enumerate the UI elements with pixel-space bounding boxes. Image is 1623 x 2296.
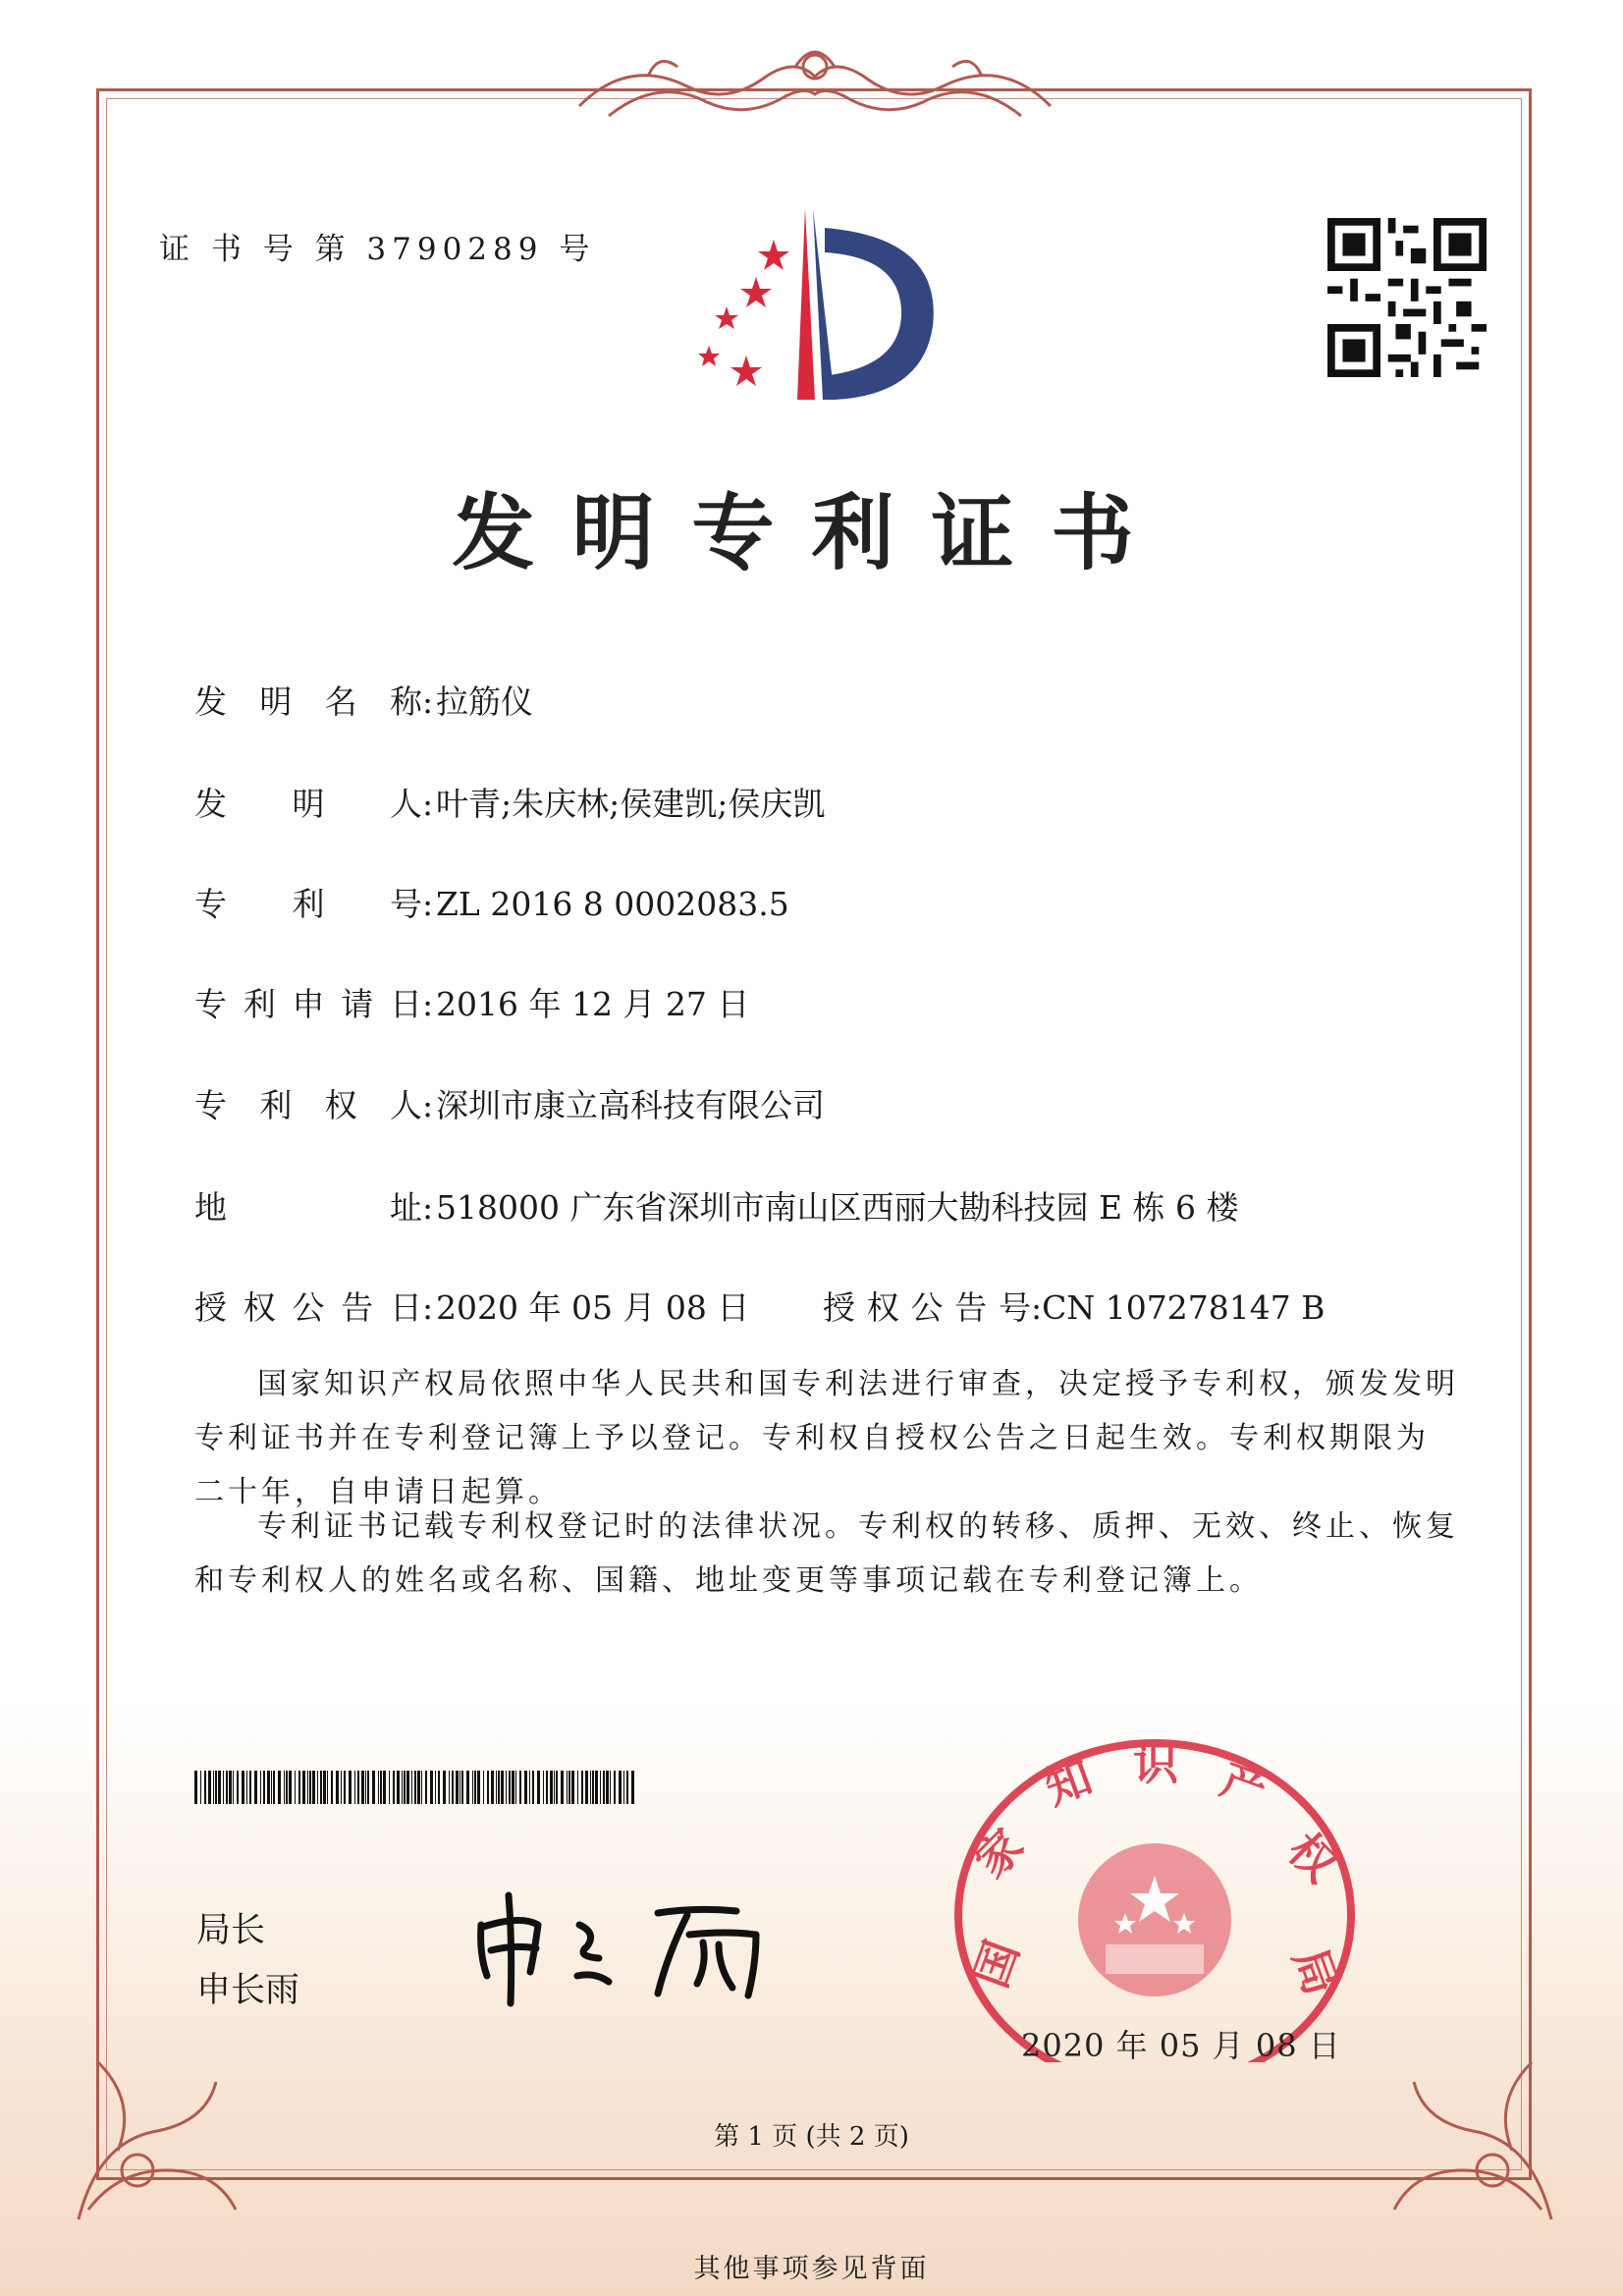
director-title: 局长 [196, 1911, 266, 1950]
svg-text:权: 权 [1277, 1823, 1348, 1892]
back-note: 其他事项参见背面 [693, 2254, 930, 2284]
seal-date: 2020 年 05 月 08 日 [1021, 2027, 1341, 2064]
field-filing-date: 专利申请日:2016 年 12 月 27 日 [194, 979, 749, 1025]
grant-number-value: CN 107278147 B [1042, 1288, 1325, 1327]
patent-number-label: 专利号 [194, 885, 422, 923]
grant-number-label: 授权公告号 [823, 1288, 1031, 1327]
address-value: 518000 广东省深圳市南山区西丽大勘科技园 E 栋 6 楼 [436, 1188, 1239, 1227]
filing-date-label: 专利申请日 [194, 985, 422, 1023]
patent-number-value: ZL 2016 8 0002083.5 [436, 885, 789, 923]
inventors-value: 叶青;朱庆林;侯建凯;侯庆凯 [436, 785, 826, 823]
field-patent-number: 专利号:ZL 2016 8 0002083.5 [194, 879, 789, 925]
certificate-title: 发明专利证书 [452, 485, 1171, 581]
statement-paragraph: 专利证书记载专利权登记时的法律状况。专利权的转移、质押、无效、终止、恢复和专利权人的姓名或名称、国籍、地址变更等事项记载在专利登记簿上。 [194, 1509, 1459, 1598]
director-signature [461, 1886, 835, 2013]
inventors-label: 发明人 [194, 785, 422, 823]
statement-paragraph: 国家知识产权局依照中华人民共和国专利法进行审查，决定授予专利权，颁发发明专利证书并在专利登记簿上予以登记。专利权自授权公告之日起生效。专利权期限为二十年，自申请日起算。 [194, 1367, 1459, 1509]
patentee-value: 深圳市康立高科技有限公司 [436, 1086, 825, 1124]
invention-name-value: 拉筋仪 [436, 683, 533, 721]
certificate-number: 证 书 号 第 3790289 号 [159, 232, 596, 267]
svg-text:国: 国 [963, 1934, 1030, 1995]
field-grant-number: 授权公告号:CN 107278147 B [823, 1283, 1325, 1329]
qr-code-icon [1327, 218, 1487, 377]
filing-date-value: 2016 年 12 月 27 日 [436, 985, 750, 1023]
field-invention-name: 发明名称:拉筋仪 [194, 677, 533, 723]
patentee-label: 专利权人 [194, 1086, 422, 1124]
grant-date-label: 授权公告日 [194, 1288, 422, 1327]
address-label: 地址 [194, 1188, 422, 1227]
official-seal-icon [948, 1738, 1361, 2062]
field-inventors: 发明人:叶青;朱庆林;侯建凯;侯庆凯 [194, 779, 825, 825]
svg-text:识: 识 [1133, 1738, 1178, 1790]
svg-text:局: 局 [1282, 1941, 1349, 2002]
svg-text:产: 产 [1214, 1751, 1275, 1818]
grant-date-value: 2020 年 05 月 08 日 [436, 1288, 750, 1327]
svg-text:家: 家 [964, 1818, 1034, 1888]
top-ornament-icon [550, 37, 1080, 136]
barcode-icon [194, 1771, 634, 1804]
cnipa-logo-icon [687, 208, 952, 405]
director-name: 申长雨 [196, 1971, 300, 2010]
field-grant-date: 授权公告日:2020 年 05 月 08 日 [194, 1283, 749, 1329]
invention-name-label: 发明名称 [194, 683, 422, 721]
page-number: 第 1 页 (共 2 页) [714, 2122, 909, 2152]
field-patentee: 专利权人:深圳市康立高科技有限公司 [194, 1080, 825, 1126]
svg-text:知: 知 [1038, 1749, 1099, 1816]
field-address: 地址:518000 广东省深圳市南山区西丽大勘科技园 E 栋 6 楼 [194, 1182, 1239, 1229]
